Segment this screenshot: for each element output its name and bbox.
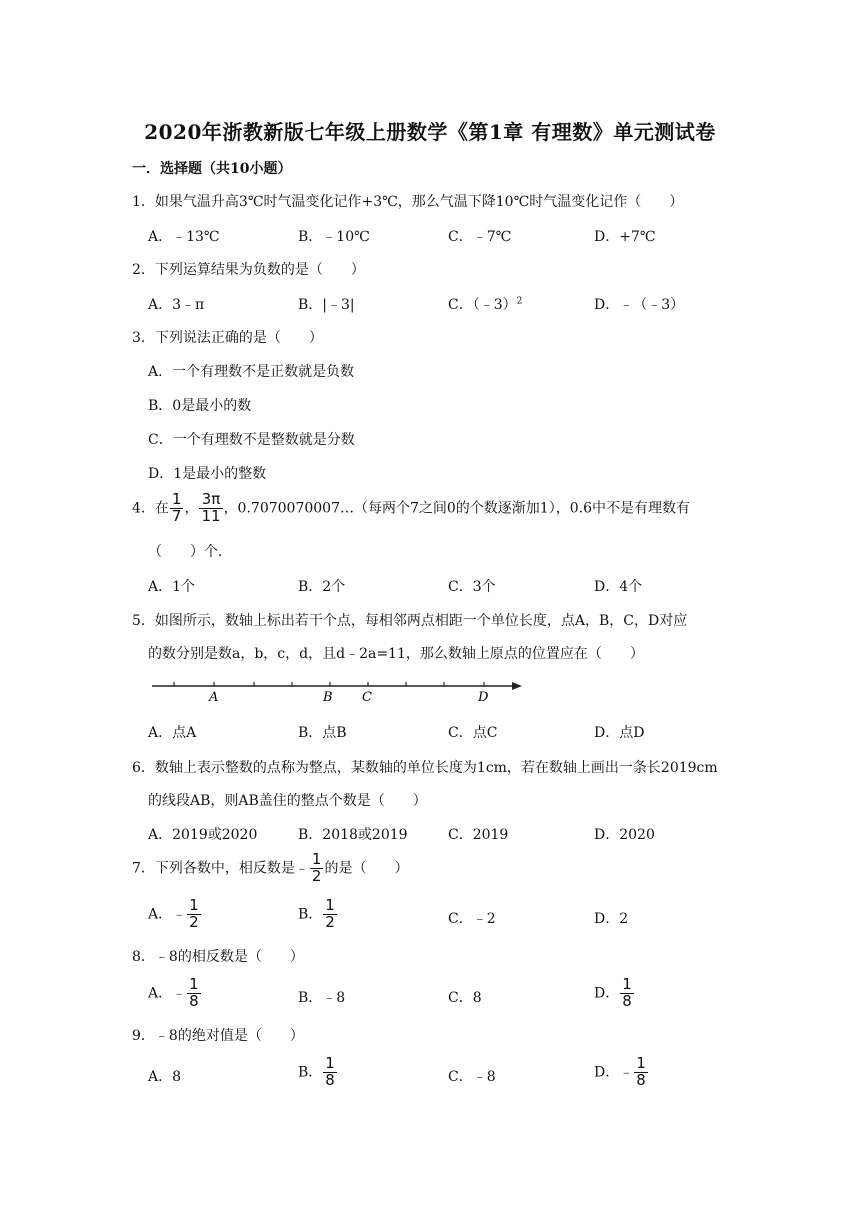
q2-option-c: C．（﹣3）$^2$ xyxy=(448,296,523,313)
q1-option-a: A．﹣13℃ xyxy=(148,229,220,245)
q7-option-a: A．﹣ $\frac{1}{2}$ xyxy=(148,896,199,931)
q8-option-a: A．﹣ $\frac{1}{8}$ xyxy=(148,975,199,1010)
q2-option-a: A．3﹣π xyxy=(148,297,205,313)
q8-option-b: B．﹣8 xyxy=(298,990,346,1006)
q9-option-d: D．﹣ $\frac{1}{8}$ xyxy=(594,1054,646,1089)
question-1: 1．如果气温升高3℃时气温变化记作+3℃，那么气温下降10℃时气温变化记作（ ） xyxy=(132,194,684,210)
q3-option-a: A．一个有理数不是正数就是负数 xyxy=(148,364,355,380)
fraction: $\frac{1}{7}$ xyxy=(171,490,182,525)
q1-option-b: B．﹣10℃ xyxy=(298,229,370,245)
section-heading: 一．选择题（共10小题） xyxy=(132,161,292,177)
q4-option-b: B．2个 xyxy=(298,579,346,595)
question-3: 3．下列说法正确的是（ ） xyxy=(132,330,323,346)
question-8: 8．﹣8的相反数是（ ） xyxy=(132,949,304,965)
q7-option-d: D．2 xyxy=(594,911,629,927)
q6-option-c: C．2019 xyxy=(448,827,509,843)
fraction: $\frac{3\pi}{11}$ xyxy=(201,490,221,525)
q5-option-c: C．点C xyxy=(448,725,498,741)
q9-option-c: C．﹣8 xyxy=(448,1069,496,1085)
q2-option-d: D．﹣（﹣3） xyxy=(594,297,685,313)
q6-option-a: A．2019或2020 xyxy=(148,827,258,843)
q5-option-a: A．点A xyxy=(148,725,197,741)
q8-option-d: D． $\frac{1}{8}$ xyxy=(594,975,632,1010)
q2-option-b: B．|﹣3| xyxy=(298,297,355,313)
q3-option-c: C．一个有理数不是整数就是分数 xyxy=(148,432,355,448)
q4-option-d: D．4个 xyxy=(594,579,643,595)
arrow-head-icon xyxy=(512,682,522,690)
point-a-label: A xyxy=(209,690,219,704)
point-d-label: D xyxy=(478,690,489,704)
q9-option-b: B． $\frac{1}{8}$ xyxy=(298,1054,335,1089)
q7-option-b: B． $\frac{1}{2}$ xyxy=(298,896,335,931)
question-4: 4．在 $\frac{1}{7}$ ， $\frac{3\pi}{11}$ ，0.7070070007…（每两个7之间0的个数逐渐加1），0.6中不是有理数有 xyxy=(132,490,690,525)
q4-option-a: A．1个 xyxy=(148,579,196,595)
question-4-line2: （ ）个． xyxy=(148,544,232,560)
q5-option-d: D．点D xyxy=(594,725,645,741)
point-c-label: C xyxy=(362,690,372,704)
question-2: 2．下列运算结果为负数的是（ ） xyxy=(132,262,365,278)
point-b-label: B xyxy=(323,690,333,704)
q4-option-c: C．3个 xyxy=(448,579,496,595)
q6-option-b: B．2018或2019 xyxy=(298,827,408,843)
exponent: 2 xyxy=(516,296,523,307)
question-5-line2: 的数分别是数a，b，c，d，且d﹣2a=11，那么数轴上原点的位置应在（ ） xyxy=(148,646,644,662)
q8-option-c: C．8 xyxy=(448,990,482,1006)
fraction: $\frac{1}{2}$ xyxy=(311,850,322,885)
q9-option-a: A．8 xyxy=(148,1069,182,1085)
question-6-line2: 的线段AB，则AB盖住的整点个数是（ ） xyxy=(148,793,427,809)
q1-option-d: D．+7℃ xyxy=(594,229,656,245)
question-9: 9．﹣8的绝对值是（ ） xyxy=(132,1028,304,1044)
q3-option-b: B．0是最小的数 xyxy=(148,398,252,414)
q3-option-d: D．1是最小的整数 xyxy=(148,466,267,482)
question-7: 7．下列各数中，相反数是﹣ $\frac{1}{2}$ 的是（ ） xyxy=(132,850,409,885)
q5-option-b: B．点B xyxy=(298,725,347,741)
number-line-figure xyxy=(150,674,530,704)
question-6: 6．数轴上表示整数的点称为整点，某数轴的单位长度为1cm，若在数轴上画出一条长2019cm xyxy=(132,760,718,776)
q7-option-c: C．﹣2 xyxy=(448,911,496,927)
q1-option-c: C．﹣7℃ xyxy=(448,229,512,245)
page-title: 2020年浙教新版七年级上册数学《第1章 有理数》单元测试卷 xyxy=(144,120,716,144)
q6-option-d: D．2020 xyxy=(594,827,655,843)
question-5: 5．如图所示，数轴上标出若干个点，每相邻两点相距一个单位长度，点A，B，C，D对应 xyxy=(132,613,688,629)
